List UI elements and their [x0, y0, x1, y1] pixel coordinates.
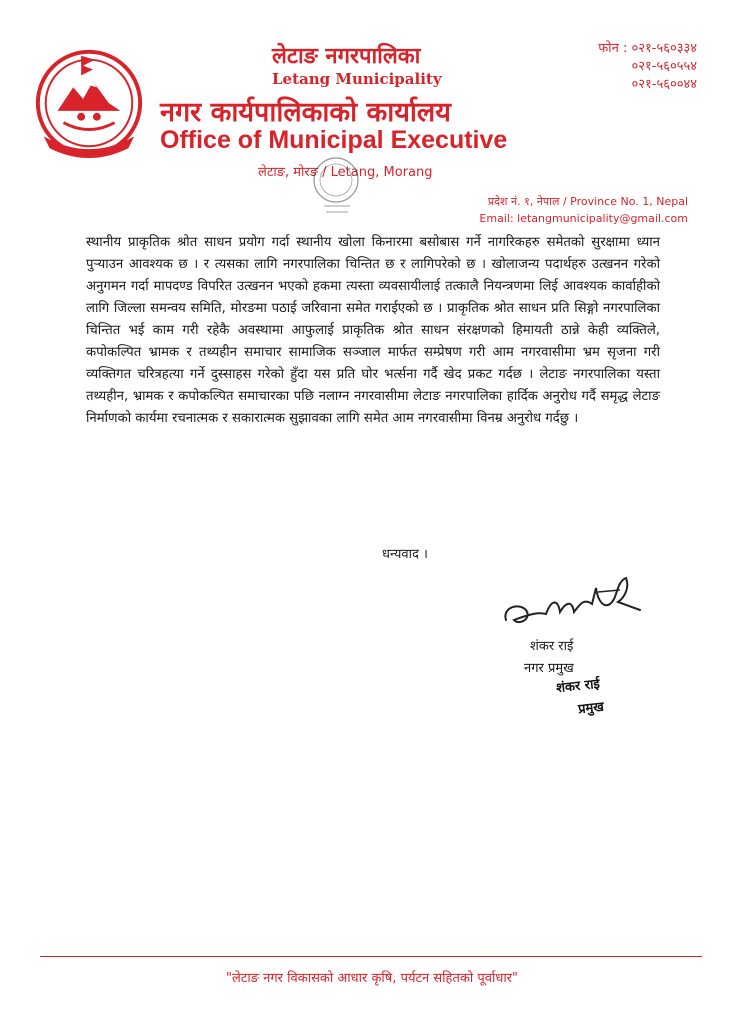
letter-body: स्थानीय प्राकृतिक श्रोत साधन प्रयोग गर्दा स्थानीय खोला किनारमा बसोबास गर्ने नागरिकहरु समेतको सुरक्षामा ध्यान पुर्‍याउन आवश्यक छ । र त्यसका लागि नगरपालिका चिन्तित छ र लागिपरेको छ । खोलाजन्य पदार्थहरु उत्खनन गरेको अनुगमन गर्दा मापदण्ड विपरित उत्खनन भएको हकमा त्यस्ता व्यवसायीलाई तत्कालै नियन्त्रणमा लिई आवश्यक कार्वाहीको लागि जिल्ला समन्वय समिति, मोरङमा पठाई जरिवाना समेत गराईएको छ । प्राकृतिक श्रोत साधन प्रति सिङ्गो नगरपालिका चिन्तित भई काम गरी रहेकै अवस्थामा आफुलाई प्राकृतिक श्रोत साधन संरक्षणको हिमायती ठान्ने केही व्यक्तिले, कपोकल्पित भ्रामक र तथ्यहीन समाचार सामाजिक सञ्जाल मार्फत सम्प्रेषण गरी आम नगरवासीमा भ्रम सृजना गरी व्यक्तिगत चरित्रहत्या गर्ने दुस्साहस गरेको हुँदा यस प्रति घोर भर्त्सना गर्दै खेद प्रकट गर्दछ । लेटाङ नगरपालिका यस्ता तथ्यहीन, भ्रामक र कपोकल्पित समाचारका पछि नलाग्न नगरवासीमा लेटाङ नगरपालिका हार्दिक अनुरोध गर्दै समृद्ध लेटाङ निर्माणको कार्यमा रचनात्मक र सकारात्मक सुझावका लागि समेत आम नगरवासीमा विनम्र अनुरोध गर्दछु ।	[86, 235, 660, 426]
footer-motto: "लेटाङ नगर विकासको आधार कृषि, पर्यटन सहितको पूर्वाधार"	[226, 971, 518, 986]
municipality-name-nepali: लेटाङ नगरपालिका	[272, 44, 421, 69]
signatory-name: शंकर राई	[530, 639, 574, 654]
signatory-title: नगर प्रमुख	[524, 661, 574, 676]
phone-line: ०२१-५६०५५४	[631, 59, 697, 74]
office-title-nepali: नगर कार्यपालिकाको कार्यालय	[160, 97, 451, 128]
stamp-title: प्रमुख	[577, 699, 605, 718]
province-info: प्रदेश नं. १, नेपाल / Province No. 1, Nepal	[487, 195, 688, 208]
handwritten-signature	[500, 568, 650, 638]
footer-divider	[40, 956, 702, 957]
office-title-english: Office of Municipal Executive	[160, 126, 508, 154]
closing-thanks: धन्यवाद ।	[382, 547, 428, 562]
phone-line: ०२१-५६००४४	[631, 77, 697, 92]
phone-numbers	[598, 40, 697, 94]
office-address: लेटाङ, मोरङ / Letang, Morang	[258, 165, 433, 180]
municipality-name-english: Letang Municipality	[272, 70, 442, 88]
phone-line: फोन : ०२१-५६०३३४	[598, 41, 697, 56]
municipality-emblem	[30, 42, 148, 160]
office-seal-stamp	[300, 150, 372, 222]
stamp-name: शंकर राई	[555, 676, 601, 697]
email-address: Email: letangmunicipality@gmail.com	[479, 212, 688, 225]
